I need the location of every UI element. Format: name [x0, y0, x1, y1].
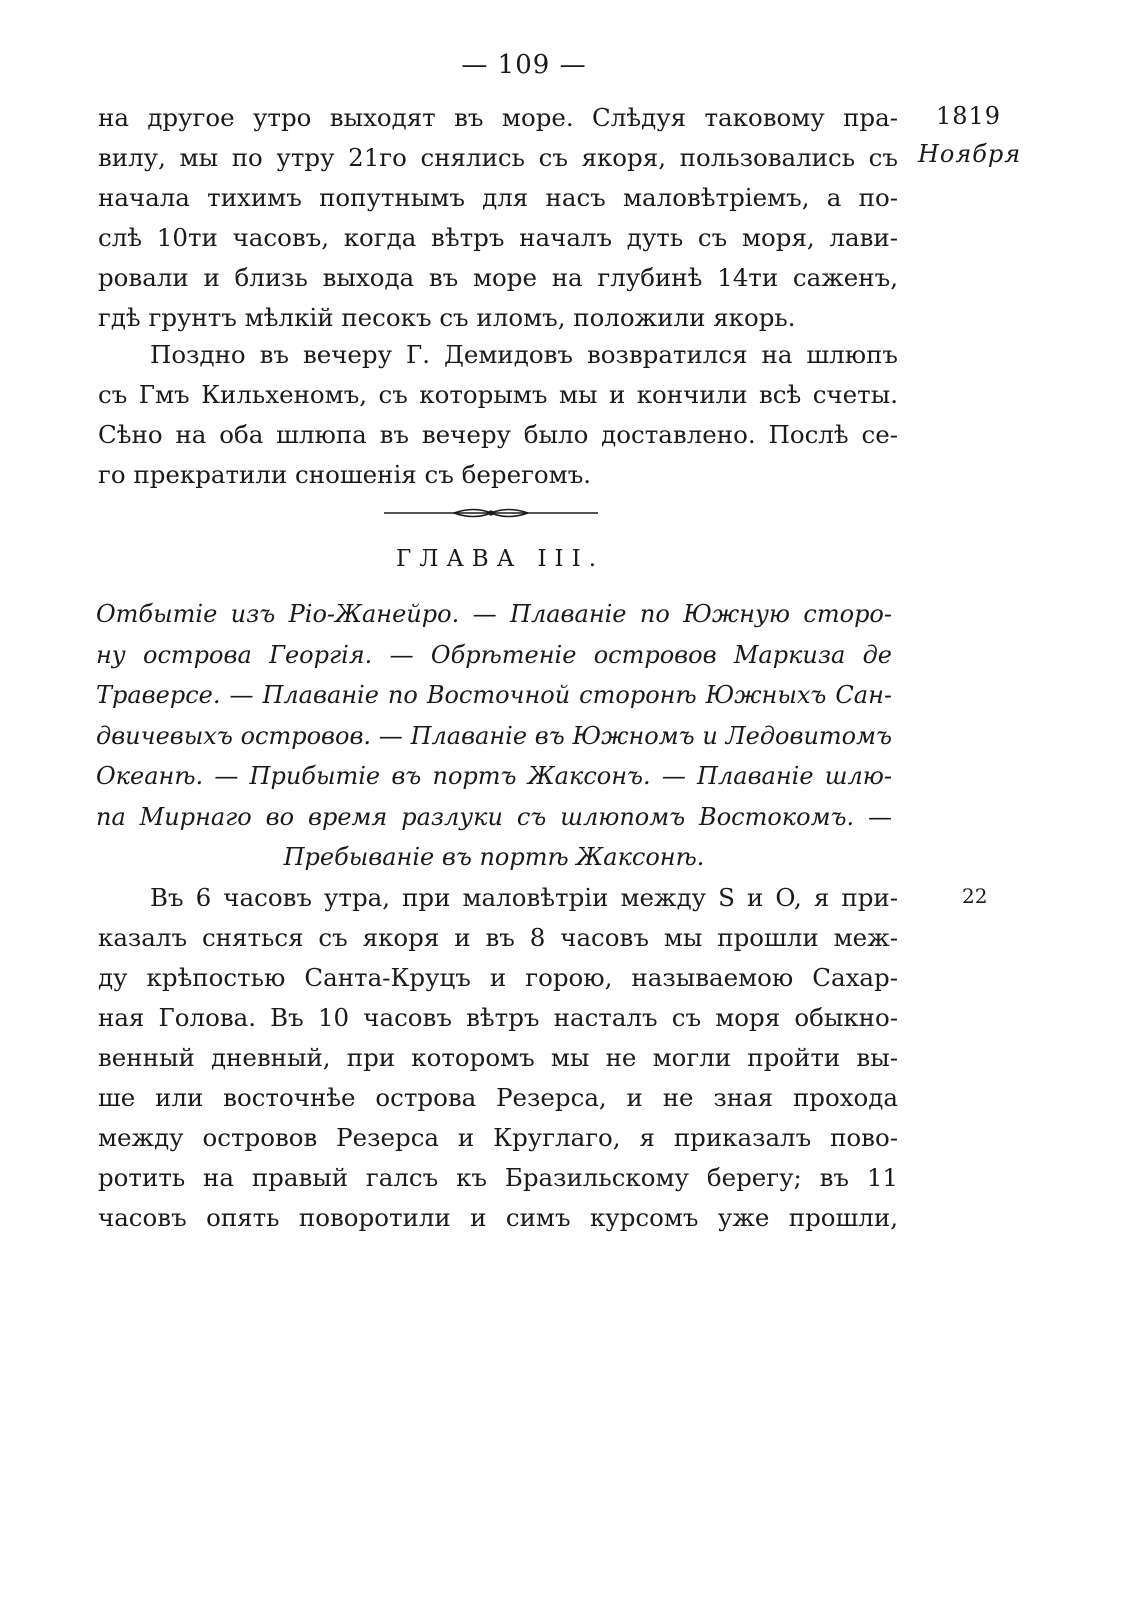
text-line: часовъ опять поворотили и симъ курсомъ уже прошли, — [98, 1203, 898, 1232]
text-line: между островов Резерса и Круглаго, я приказалъ пово- — [98, 1123, 898, 1152]
page-number: — 109 — — [461, 50, 587, 80]
text-line: съ Гмъ Кильхеномъ, съ которымъ мы и кончили всѣ счеты. — [98, 380, 898, 409]
paragraph-3 — [98, 878, 898, 1238]
text-line: ротить на правый галсъ къ Бразильскому берегу; въ 11 — [98, 1163, 898, 1192]
text-line: го прекратили сношенія съ берегомъ. — [98, 460, 592, 489]
text-line: ше или восточнѣе острова Резерса, и не зная прохода — [98, 1083, 898, 1112]
margin-year: 1819 — [936, 102, 1002, 130]
text-line: ровали и близь выхода въ море на глубинѣ 14ти саженъ, — [98, 263, 898, 292]
text-line: начала тихимъ попутнымъ для насъ маловѣтріемъ, а по- — [98, 183, 898, 212]
text-line: ду крѣпостью Санта-Круцъ и горою, называемою Сахар- — [98, 963, 898, 992]
summary-line: двичевыхъ островов. — Плаваніе въ Южномъ и Ледовитомъ — [96, 721, 892, 750]
paragraph-2 — [98, 335, 898, 495]
text-line: Сѣно на оба шлюпа въ вечеру было доставлено. Послѣ се- — [98, 420, 898, 449]
text-line: венный дневный, при которомъ мы не могли пройти вы- — [98, 1043, 898, 1072]
text-line: слѣ 10ти часовъ, когда вѣтръ началъ дуть съ моря, лави- — [98, 223, 898, 252]
margin-day: 22 — [962, 884, 988, 908]
summary-line: ну острова Георгія. — Обрѣтеніе островов Маркиза де — [96, 640, 892, 669]
text-line: Поздно въ вечеру Г. Демидовъ возвратился на шлюпъ — [150, 340, 898, 369]
chapter-summary — [96, 594, 892, 878]
paragraph-1 — [98, 98, 898, 338]
summary-line: па Мирнаго во время разлуки съ шлюпомъ Востокомъ. — — [96, 802, 892, 831]
section-divider-ornament — [384, 503, 598, 523]
summary-line: Пребываніе въ портѣ Жаксонѣ. — [283, 843, 705, 871]
summary-line: Траверсе. — Плаваніе по Восточной сторонѣ Южныхъ Сан- — [96, 681, 892, 709]
text-line: на другое утро выходят въ море. Слѣдуя таковому пра- — [98, 103, 898, 132]
summary-line: Океанѣ. — Прибытіе въ портъ Жаксонъ. — Плаваніе шлю- — [96, 762, 892, 790]
text-line: вилу, мы по утру 21го снялись съ якоря, пользовались съ — [98, 143, 898, 172]
margin-month: Ноября — [918, 140, 1022, 168]
text-line: гдѣ грунтъ мѣлкій песокъ съ иломъ, положили якорь. — [98, 303, 796, 332]
text-line: Въ 6 часовъ утра, при маловѣтріи между S и O, я при- — [150, 883, 898, 912]
summary-line: Отбытіе изъ Ріо-Жанейро. — Плаваніе по Южную сторо- — [96, 600, 892, 628]
text-line: казалъ сняться съ якоря и въ 8 часовъ мы прошли меж- — [98, 923, 898, 952]
text-line: ная Голова. Въ 10 часовъ вѣтръ насталъ съ моря обыкно- — [98, 1003, 898, 1032]
chapter-title: ГЛАВА III. — [395, 546, 605, 572]
